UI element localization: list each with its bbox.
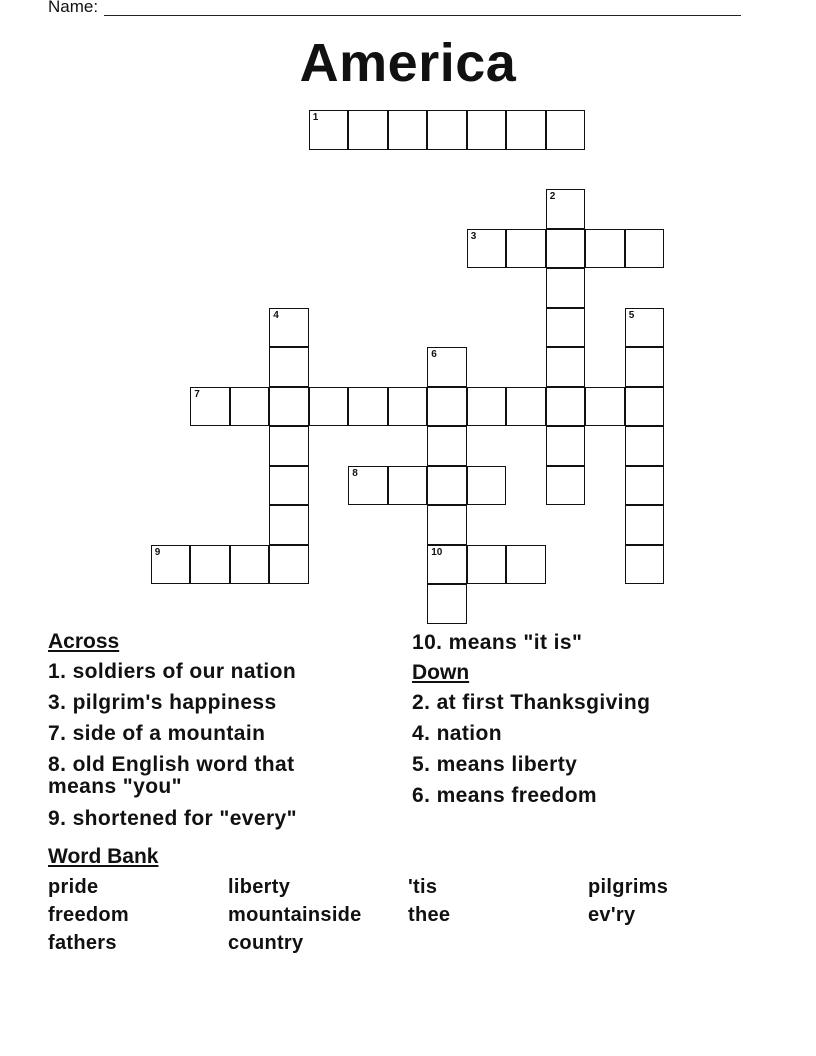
- word-bank-item: liberty: [228, 876, 291, 898]
- clue-text: pilgrim's happiness: [72, 691, 277, 714]
- crossword-cell-7[interactable]: [190, 387, 230, 427]
- crossword-cell[interactable]: [546, 110, 586, 150]
- clue-number: 9.: [48, 807, 67, 830]
- clue-number: 5.: [412, 753, 431, 776]
- crossword-cell[interactable]: [427, 387, 467, 427]
- crossword-cell[interactable]: [546, 387, 586, 427]
- cell-number: 6: [431, 349, 437, 361]
- clue-text: shortened for "every": [72, 807, 297, 830]
- crossword-cell-10[interactable]: [427, 545, 467, 585]
- clue-across-10: [412, 632, 582, 654]
- crossword-cell[interactable]: [467, 545, 507, 585]
- crossword-cell[interactable]: [546, 229, 586, 269]
- cell-number: 4: [273, 309, 279, 321]
- crossword-cell[interactable]: [348, 110, 388, 150]
- crossword-cell[interactable]: [269, 505, 309, 545]
- clue-across-1: [48, 661, 296, 683]
- puzzle-title: America: [299, 33, 517, 93]
- crossword-cell[interactable]: [506, 110, 546, 150]
- crossword-cell-1[interactable]: [309, 110, 349, 150]
- clue-text: side of a mountain: [72, 722, 266, 745]
- crossword-cell[interactable]: [230, 545, 270, 585]
- crossword-cell[interactable]: [427, 426, 467, 466]
- crossword-cell-4[interactable]: [269, 308, 309, 348]
- word-bank-item: pilgrims: [588, 876, 669, 898]
- crossword-cell[interactable]: [546, 308, 586, 348]
- crossword-cell[interactable]: [625, 387, 665, 427]
- clue-across-7: [48, 723, 265, 745]
- clue-number: 7.: [48, 722, 67, 745]
- crossword-cell[interactable]: [625, 545, 665, 585]
- crossword-cell[interactable]: [546, 426, 586, 466]
- clue-text: means liberty: [436, 753, 578, 776]
- cell-number: 7: [194, 388, 200, 400]
- clue-number: 4.: [412, 722, 431, 745]
- cell-number: 5: [628, 309, 635, 321]
- clue-number: 1.: [48, 660, 67, 683]
- crossword-cell[interactable]: [625, 466, 665, 506]
- crossword-cell[interactable]: [625, 347, 665, 387]
- crossword-cell[interactable]: [506, 229, 546, 269]
- cell-number: 2: [549, 191, 556, 203]
- word-bank-item: thee: [408, 904, 451, 926]
- word-bank-item: mountainside: [228, 904, 362, 926]
- crossword-cell[interactable]: [585, 387, 625, 427]
- crossword-cell[interactable]: [427, 584, 467, 624]
- crossword-cell[interactable]: [625, 229, 665, 269]
- crossword-cell[interactable]: [427, 110, 467, 150]
- crossword-cell-6[interactable]: [427, 347, 467, 387]
- clue-down-4: [412, 723, 502, 745]
- crossword-cell[interactable]: [388, 466, 428, 506]
- crossword-cell[interactable]: [269, 466, 309, 506]
- crossword-cell[interactable]: [467, 387, 507, 427]
- word-bank-item: fathers: [48, 932, 117, 954]
- crossword-cell[interactable]: [546, 466, 586, 506]
- crossword-cell[interactable]: [625, 426, 665, 466]
- clue-number: 3.: [48, 691, 67, 714]
- crossword-cell[interactable]: [467, 466, 507, 506]
- cell-number: 8: [352, 467, 358, 479]
- crossword-cell[interactable]: [269, 387, 309, 427]
- clue-number: 6.: [412, 784, 431, 807]
- crossword-cell[interactable]: [506, 545, 546, 585]
- clue-number: 2.: [412, 691, 431, 714]
- crossword-cell[interactable]: [585, 229, 625, 269]
- crossword-cell[interactable]: [269, 426, 309, 466]
- crossword-cell-8[interactable]: [348, 466, 388, 506]
- crossword-cell[interactable]: [427, 505, 467, 545]
- clue-down-5: [412, 754, 577, 776]
- word-bank-item: country: [228, 932, 304, 954]
- clue-text: soldiers of our nation: [72, 660, 297, 683]
- word-bank-item: 'tis: [408, 876, 438, 898]
- crossword-cell-5[interactable]: [625, 308, 665, 348]
- crossword-cell-9[interactable]: [151, 545, 191, 585]
- clue-number: 10.: [412, 631, 443, 654]
- clue-down-6: [412, 785, 597, 807]
- clue-text: at first Thanksgiving: [436, 691, 651, 714]
- word-bank-item: freedom: [48, 904, 130, 926]
- crossword-cell[interactable]: [388, 110, 428, 150]
- clue-text: means "it is": [448, 631, 583, 654]
- crossword-cell[interactable]: [506, 387, 546, 427]
- crossword-cell[interactable]: [625, 505, 665, 545]
- clue-across-3: [48, 692, 277, 714]
- clue-number: 8.: [48, 753, 67, 776]
- clue-across-8: [48, 754, 294, 798]
- clue-across-9: [48, 808, 297, 830]
- crossword-cell[interactable]: [309, 387, 349, 427]
- cell-number: 9: [154, 546, 161, 558]
- crossword-cell-2[interactable]: [546, 189, 586, 229]
- clue-text: means freedom: [436, 784, 598, 807]
- crossword-cell[interactable]: [348, 387, 388, 427]
- cell-number: 10: [431, 546, 443, 558]
- clue-down-2: [412, 692, 650, 714]
- cell-number: 1: [312, 112, 319, 124]
- crossword-cell[interactable]: [190, 545, 230, 585]
- word-bank-item: ev'ry: [588, 904, 636, 926]
- crossword-cell[interactable]: [269, 545, 309, 585]
- name-label: Name:: [48, 0, 99, 16]
- crossword-cell[interactable]: [388, 387, 428, 427]
- cell-number: 3: [470, 230, 477, 242]
- clue-text: nation: [436, 722, 502, 745]
- crossword-cell[interactable]: [269, 347, 309, 387]
- crossword-cell[interactable]: [230, 387, 270, 427]
- crossword-cell[interactable]: [546, 268, 586, 308]
- down-heading: Down: [412, 661, 470, 684]
- clue-text: old English word that: [72, 753, 295, 776]
- crossword-cell-3[interactable]: [467, 229, 507, 269]
- across-heading: Across: [48, 630, 120, 653]
- word-bank-heading: Word Bank: [48, 845, 159, 868]
- crossword-cell[interactable]: [546, 347, 586, 387]
- clue-text-continued: means "you": [48, 775, 183, 798]
- word-bank-item: pride: [48, 876, 99, 898]
- crossword-cell[interactable]: [467, 110, 507, 150]
- crossword-cell[interactable]: [427, 466, 467, 506]
